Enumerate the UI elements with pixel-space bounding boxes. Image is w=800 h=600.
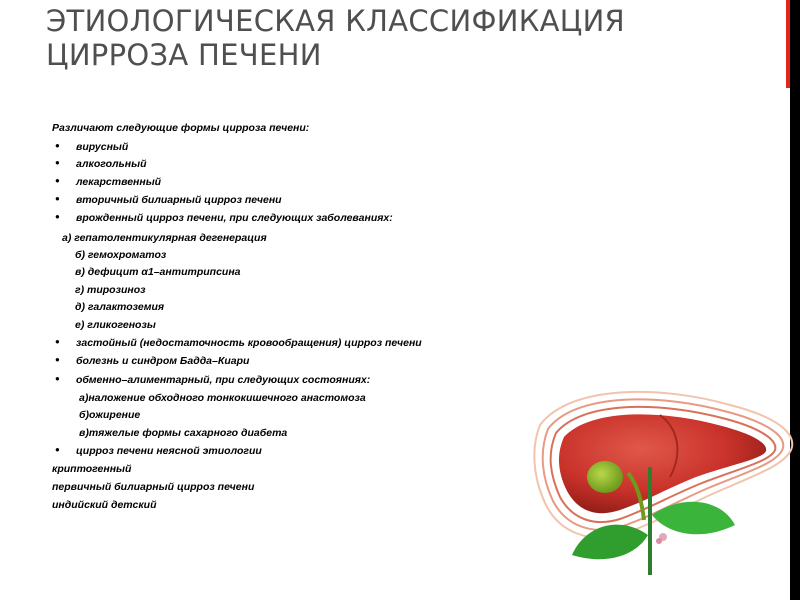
intro-text: Различают следующие формы цирроза печени: bbox=[52, 122, 310, 134]
title-line-2: ЦИРРОЗА ПЕЧЕНИ bbox=[46, 38, 322, 72]
bullet-1: ● bbox=[55, 141, 60, 150]
bullet-2: ● bbox=[55, 158, 60, 167]
list-item-alcoholic: алкогольный bbox=[76, 158, 147, 170]
sublist-item-obesity: б)ожирение bbox=[79, 409, 141, 421]
list-item-congestive: застойный (недостаточность кровообращения) цирроз печени bbox=[76, 337, 422, 349]
bullet-4: ● bbox=[55, 194, 60, 203]
extra-line-indian-childhood: индийский детский bbox=[52, 499, 157, 511]
sublist-item-d: г) тирозиноз bbox=[75, 284, 146, 296]
list-item-secondary-biliary: вторичный билиарный цирроз печени bbox=[76, 194, 282, 206]
list-item-drug: лекарственный bbox=[76, 176, 162, 188]
bullet-3: ● bbox=[55, 176, 60, 185]
bullet-8: ● bbox=[55, 374, 60, 383]
list-item-budd-chiari: болезнь и синдром Бадда–Киари bbox=[76, 355, 250, 367]
extra-line-cryptogenic: криптогенный bbox=[52, 463, 132, 475]
slide-title bbox=[46, 4, 625, 72]
bullet-9: ● bbox=[55, 445, 60, 454]
slide-edge-accent bbox=[786, 0, 790, 88]
sublist-item-e: д) галактоземия bbox=[75, 301, 165, 313]
list-item-congenital: врожденный цирроз печени, при следующих заболеваниях: bbox=[76, 212, 393, 224]
sublist-item-bypass: а)наложение обходного тонкокишечного анастомоза bbox=[79, 392, 366, 404]
list-item-unclear: цирроз печени неясной этиологии bbox=[76, 445, 262, 457]
bullet-7: ● bbox=[55, 355, 60, 364]
sublist-item-a: а) гепатолентикулярная дегенерация bbox=[62, 232, 267, 244]
bullet-6: ● bbox=[55, 337, 60, 346]
liver-illustration bbox=[530, 385, 800, 585]
extra-line-primary-biliary: первичный билиарный цирроз печени bbox=[52, 481, 255, 493]
title-line-1: ЭТИОЛОГИЧЕСКАЯ КЛАССИФИКАЦИЯ bbox=[46, 4, 626, 38]
list-item-viral: вирусный bbox=[76, 141, 129, 153]
bullet-5: ● bbox=[55, 212, 60, 221]
sublist-item-diabetes: в)тяжелые формы сахарного диабета bbox=[79, 427, 288, 439]
sublist-item-c: в) дефицит α1–антитрипсина bbox=[75, 266, 241, 278]
sublist-item-b: б) гемохроматоз bbox=[75, 249, 167, 261]
list-item-metabolic: обменно–алиментарный, при следующих состояниях: bbox=[76, 374, 371, 386]
sublist-item-f: е) гликогенозы bbox=[75, 319, 156, 331]
